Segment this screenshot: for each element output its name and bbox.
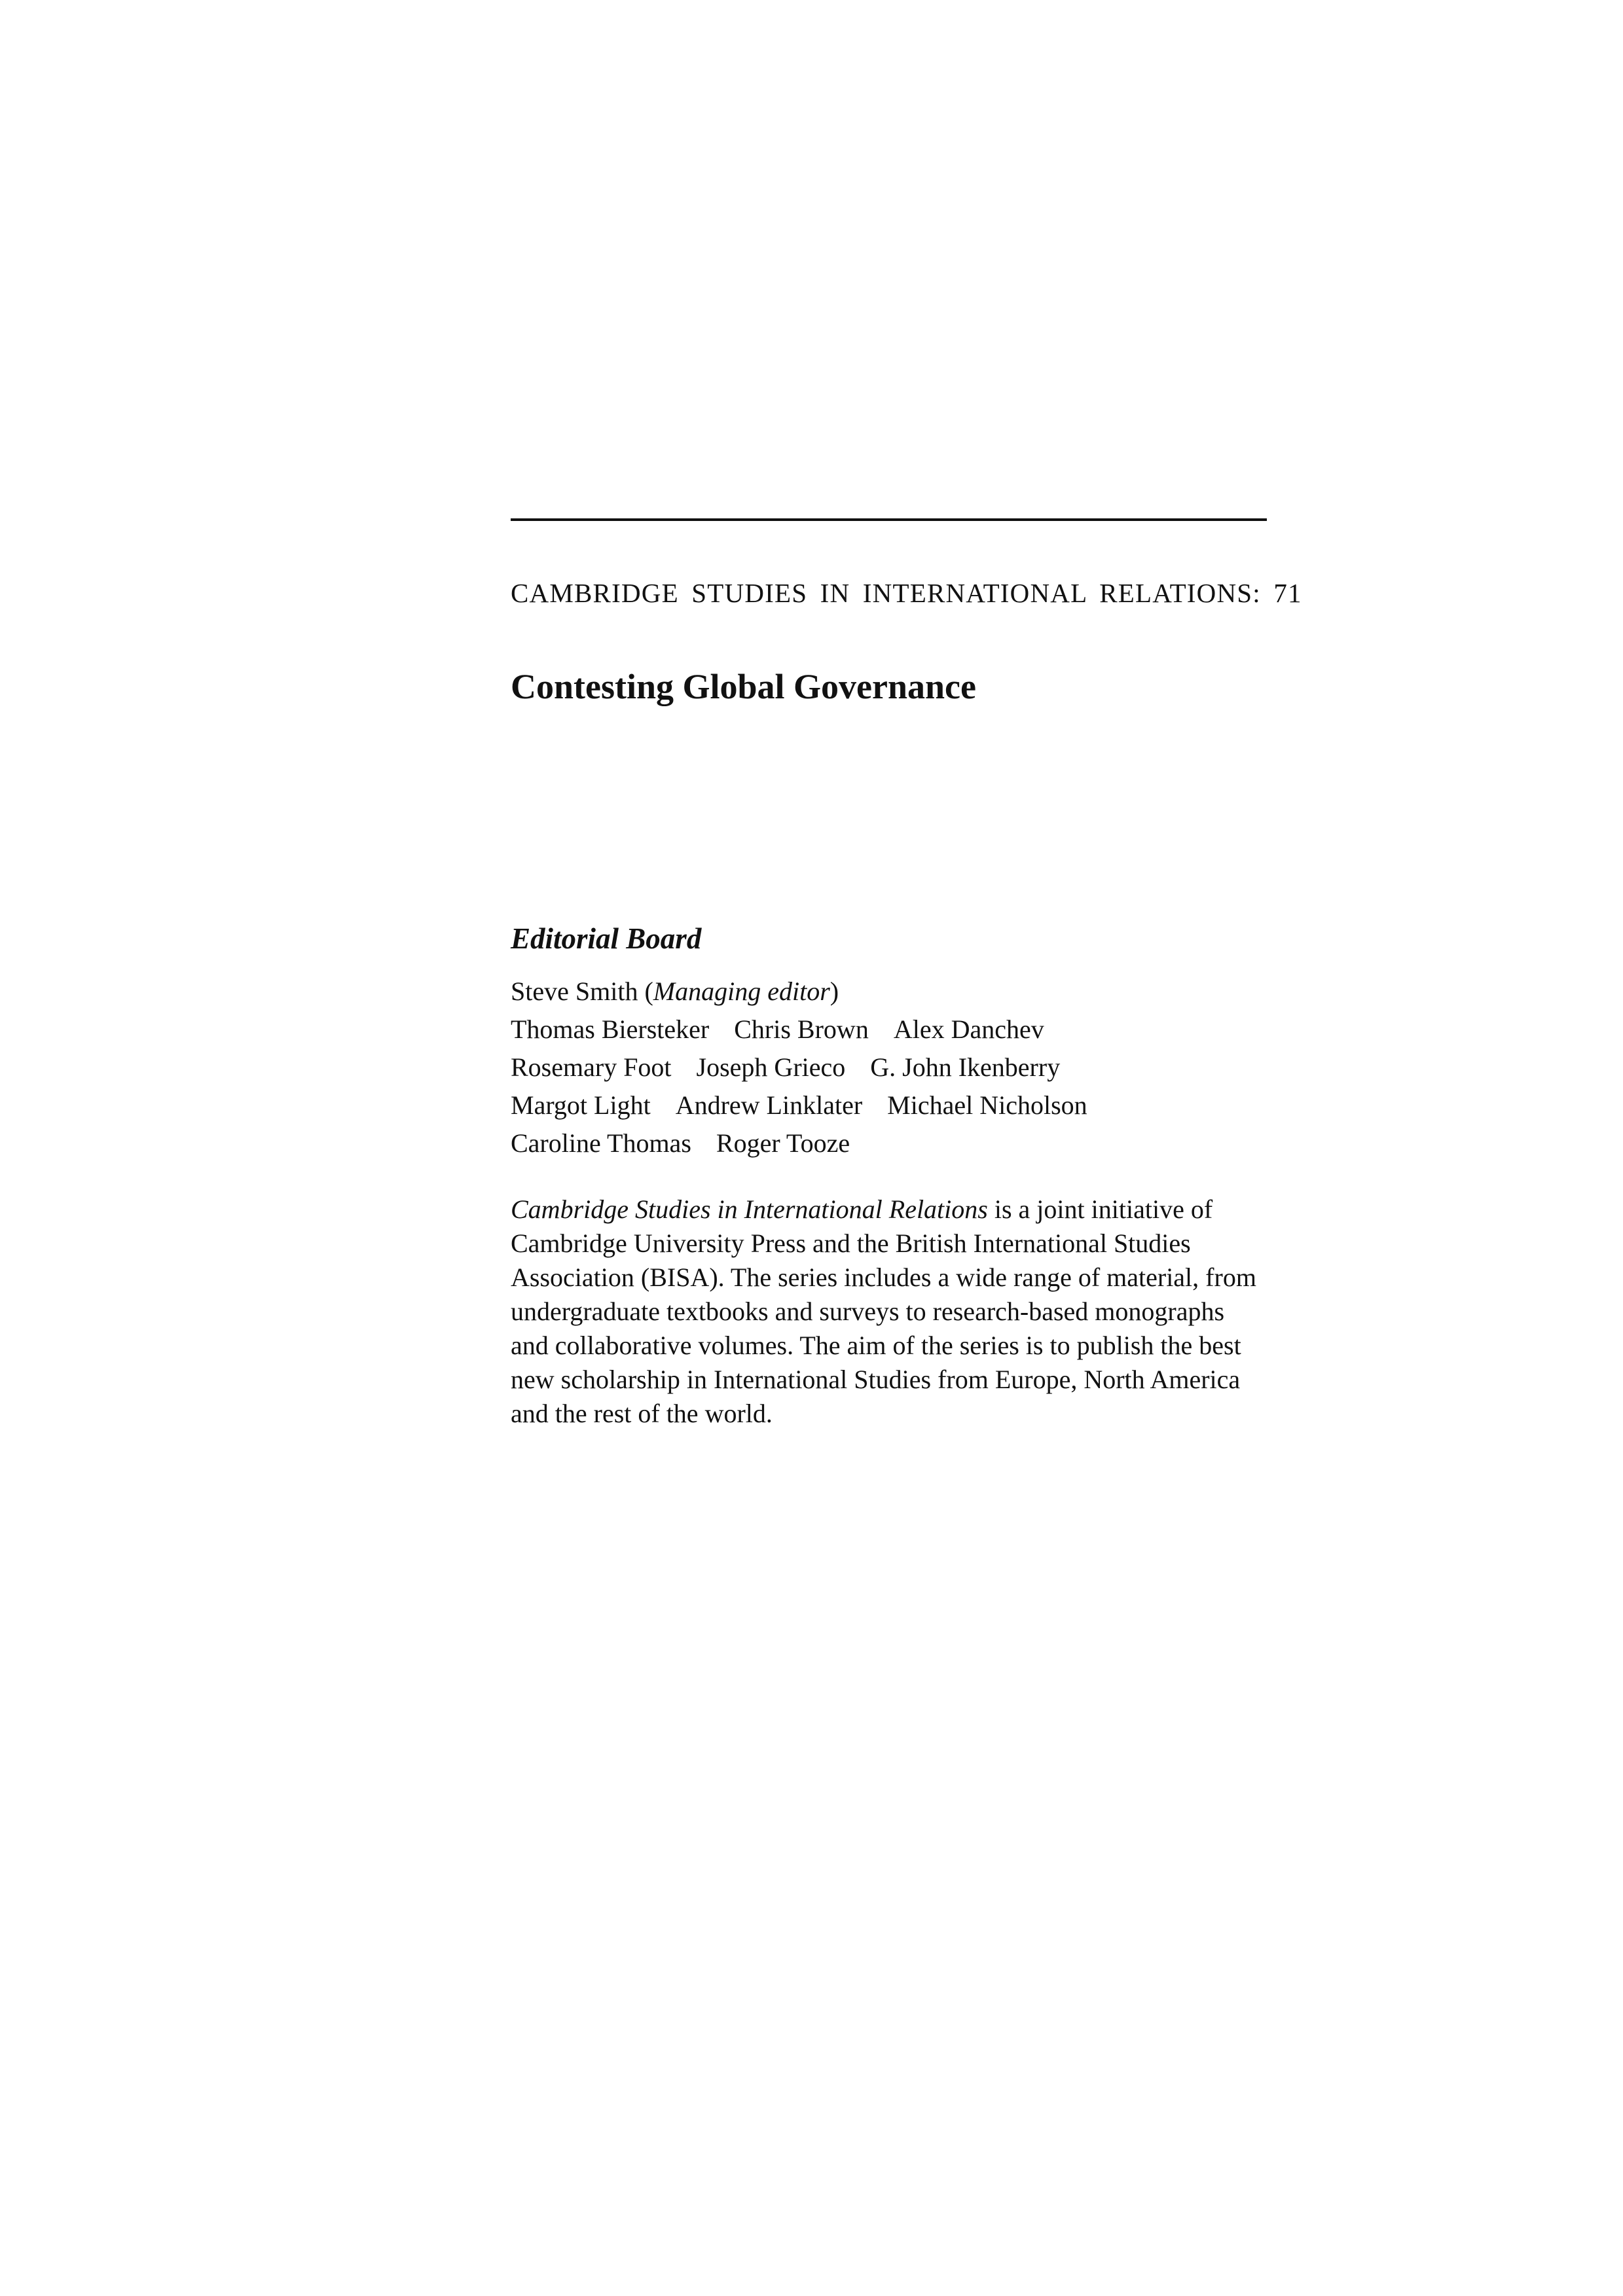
board-row bbox=[511, 1011, 1267, 1049]
managing-editor-name: Steve Smith bbox=[511, 977, 638, 1006]
board-member: G. John Ikenberry bbox=[870, 1052, 1061, 1082]
board-member: Margot Light bbox=[511, 1090, 651, 1120]
board-member: Chris Brown bbox=[734, 1014, 869, 1044]
board-member: Michael Nicholson bbox=[887, 1090, 1087, 1120]
managing-editor-role: Managing editor bbox=[653, 977, 830, 1006]
board-row bbox=[511, 1049, 1267, 1086]
board-member: Joseph Grieco bbox=[696, 1052, 846, 1082]
board-member: Rosemary Foot bbox=[511, 1052, 672, 1082]
managing-editor-line: Steve Smith (Managing editor) bbox=[511, 977, 839, 1006]
series-description bbox=[511, 1193, 1264, 1431]
board-member: Caroline Thomas bbox=[511, 1128, 691, 1158]
top-rule bbox=[511, 518, 1267, 521]
editorial-board-list bbox=[511, 973, 1267, 1162]
editorial-board-heading: Editorial Board bbox=[511, 922, 702, 955]
board-member: Andrew Linklater bbox=[675, 1090, 863, 1120]
series-description-text: is a joint initiative of Cambridge University Press and the British International Studies Association (BISA). The series includes a wide range of material, from undergraduate textbooks and surveys to research-based monographs and collaborative volumes. The aim of the series is to publish the best new scholarship in International Studies from Europe, North America and the rest of the world. bbox=[511, 1194, 1256, 1428]
board-row bbox=[511, 1124, 1267, 1162]
board-member: Thomas Biersteker bbox=[511, 1014, 710, 1044]
book-title: Contesting Global Governance bbox=[511, 667, 976, 706]
series-name: Cambridge Studies in International Relations bbox=[511, 1194, 988, 1224]
series-line: CAMBRIDGE STUDIES IN INTERNATIONAL RELATIONS: 71 bbox=[511, 578, 1302, 608]
board-member: Roger Tooze bbox=[716, 1128, 850, 1158]
board-member: Alex Danchev bbox=[893, 1014, 1044, 1044]
board-row bbox=[511, 1086, 1267, 1124]
